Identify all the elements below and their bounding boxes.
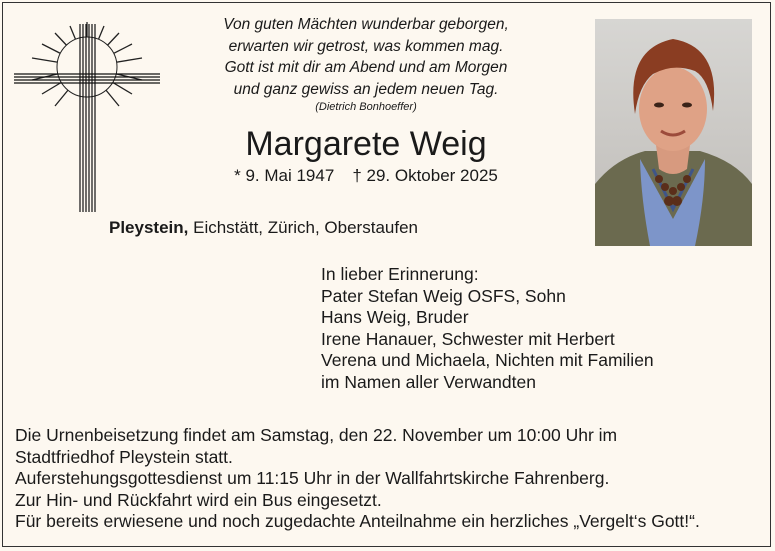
info-line: Auferstehungsgottesdienst um 11:15 Uhr in der Wallfahrtskirche Fahrenberg. — [15, 468, 610, 488]
poem-author: (Dietrich Bonhoeffer) — [315, 101, 417, 113]
place-main: Pleystein, — [109, 218, 189, 237]
life-dates — [180, 165, 552, 187]
mourner-line: Irene Hanauer, Schwester mit Herbert — [321, 328, 615, 349]
mourner-line: Hans Weig, Bruder — [321, 307, 469, 327]
birth-date: * 9. Mai 1947 — [234, 166, 335, 185]
mourner-line: Pater Stefan Weig OSFS, Sohn — [321, 285, 566, 306]
places — [109, 217, 418, 239]
mourner-line: im Namen aller Verwandten — [321, 371, 536, 392]
mourner-line: Verena und Michaela, Nichten mit Familien — [321, 350, 654, 370]
poem-line: Gott ist mit dir am Abend und am Morgen — [224, 59, 508, 76]
deceased-name: Margarete Weig — [245, 125, 487, 163]
info-line: Die Urnenbeisetzung findet am Samstag, den 22. November um 10:00 Uhr im — [15, 425, 618, 445]
info-line: Stadtfriedhof Pleystein statt. — [15, 446, 233, 467]
places-others: Eichstätt, Zürich, Oberstaufen — [193, 218, 418, 237]
death-date: † 29. Oktober 2025 — [352, 166, 498, 185]
mourners-heading: In lieber Erinnerung: — [321, 264, 479, 284]
info-line: Für bereits erwiesene und noch zugedachte Anteilnahme ein herzliches „Vergelt‘s Gott!“. — [15, 511, 700, 531]
mourners-list — [321, 264, 654, 393]
poem-line: erwarten wir getrost, was kommen mag. — [228, 37, 504, 55]
portrait-photo — [595, 19, 752, 246]
cross-with-rays-icon — [14, 22, 160, 214]
info-line: Zur Hin- und Rückfahrt wird ein Bus eingesetzt. — [15, 489, 382, 510]
poem-line: Von guten Mächten wunderbar geborgen, — [223, 16, 509, 33]
poem-line: und ganz gewiss an jedem neuen Tag. — [233, 80, 499, 98]
funeral-info — [15, 425, 700, 533]
poem — [180, 14, 552, 114]
